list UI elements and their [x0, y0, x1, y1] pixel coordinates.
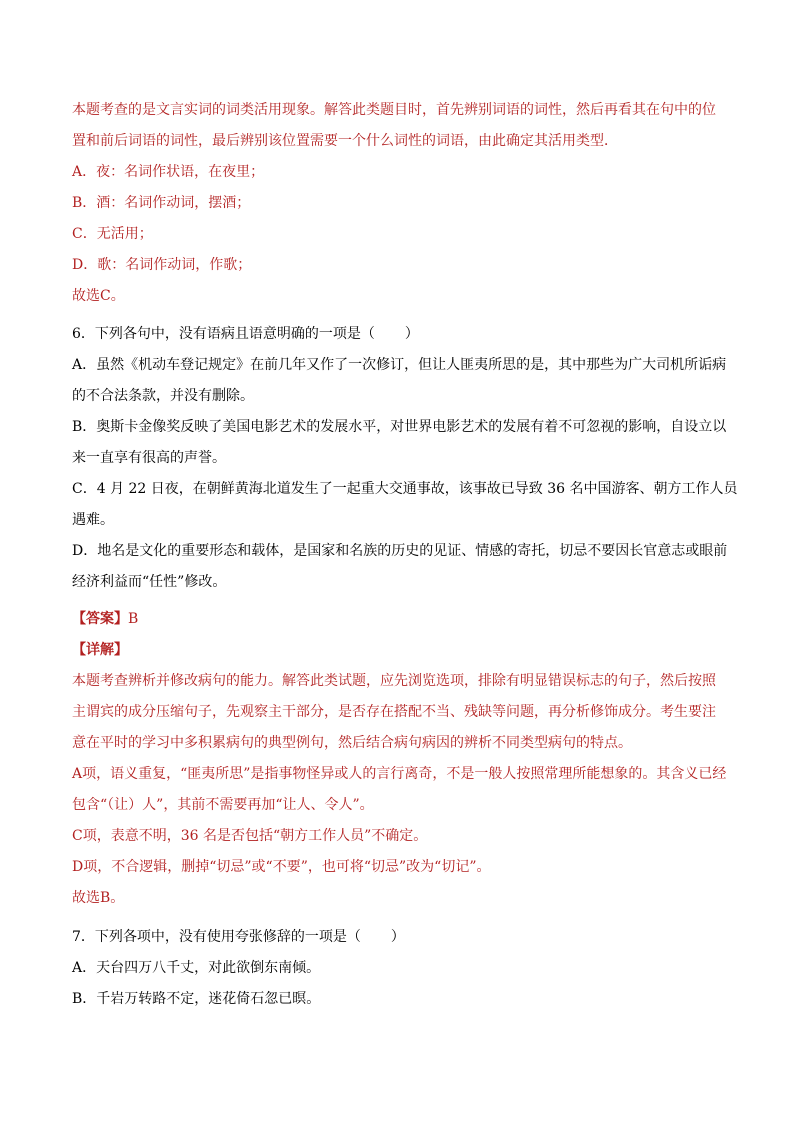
q6-analysis-line-2: 主谓宾的成分压缩句子，先观察主干部分，是否存在搭配不当、残缺等问题，再分析修饰成分。考生要注	[72, 704, 716, 720]
q6-answer	[72, 604, 724, 635]
q6-option-b-line-1: B．奥斯卡金像奖反映了美国电影艺术的发展水平，对世界电影艺术的发展有着不可忽视的影响，自设立以	[72, 419, 727, 435]
q6-answer-section	[72, 604, 727, 914]
q5-option-c: C．无活用；	[72, 226, 153, 242]
q6-stem	[72, 319, 724, 350]
q7-stem-text: 7．下列各项中，没有使用夸张修辞的一项是（	[72, 929, 361, 945]
q6-conclusion: 故选B。	[72, 890, 125, 906]
q6-analysis-line-3: 意在平时的学习中多积累病句的典型例句，然后结合病句病因的辨析不同类型病句的特点。	[72, 735, 632, 751]
q7-stem-close: ）	[390, 929, 405, 945]
q7-option-a: A．天台四万八千丈，对此欲倒东南倾。	[72, 960, 321, 976]
q6-item-a-line-2: 包含“（让）人”，其前不需要再加“让人、令人”。	[72, 797, 374, 813]
q7-stem	[72, 922, 724, 953]
q6-option-a-line-1: A．虽然《机动车登记规定》在前几年又作了一次修订，但让人匪夷所思的是，其中那些为广大司机所诟病	[72, 357, 727, 373]
q5-analysis-line-1: 本题考查的是文言实词的词类活用现象。解答此类题目时，首先辨别词语的词性，然后再看其在句中的位	[72, 102, 716, 118]
q6-option-a-line-2: 的不合法条款，并没有删除。	[72, 388, 254, 404]
q6-item-c: C项，表意不明，36 名是否包括“朝方工作人员”不确定。	[72, 828, 428, 844]
q6-option-c-line-2: 遇难。	[72, 512, 114, 528]
q5-conclusion: 故选C。	[72, 288, 125, 304]
detail-tag: 【详解】	[72, 642, 128, 658]
q6-option-c-line-1: C．4 月 22 日夜，在朝鲜黄海北道发生了一起重大交通事故，该事故已导致 36 名中国游客、朝方工作人员	[72, 481, 738, 497]
q7-option-b: B．千岩万转路不定，迷花倚石忽已暝。	[72, 991, 321, 1007]
q5-option-b: B．酒：名词作动词，摆酒；	[72, 195, 251, 211]
q5-option-d: D．歌：名词作动词，作歌；	[72, 257, 252, 273]
q6-question	[72, 319, 738, 598]
q7-question	[72, 922, 724, 1015]
answer-value: B	[128, 611, 139, 627]
q6-stem-text: 6．下列各句中，没有语病且语意明确的一项是（	[72, 326, 375, 342]
q6-stem-close: ）	[404, 326, 419, 342]
q6-item-d: D项，不合逻辑，删掉“切忌”或“不要”，也可将“切忌”改为“切记”。	[72, 859, 491, 875]
answer-tag: 【答案】	[72, 611, 128, 627]
q5-analysis-line-2: 置和前后词语的词性，最后辨别该位置需要一个什么词性的词语，由此确定其活用类型．	[72, 133, 618, 149]
q6-item-a-line-1: A项，语义重复，“匪夷所思”是指事物怪异或人的言行离奇，不是一般人按照常理所能想象的。其含义已经	[72, 766, 727, 782]
q6-analysis-line-1: 本题考查辨析并修改病句的能力。解答此类试题，应先浏览选项，排除有明显错误标志的句子，然后按照	[72, 673, 716, 689]
q6-option-d-line-1: D．地名是文化的重要形态和载体，是国家和名族的历史的见证、情感的寄托，切忌不要因长官意志或眼前	[72, 543, 728, 559]
q6-option-d-line-2: 经济利益而“任性”修改。	[72, 574, 227, 590]
q6-option-b-line-2: 来一直享有很高的声誉。	[72, 450, 226, 466]
q5-option-a: A．夜：名词作状语，在夜里；	[72, 164, 265, 180]
q5-analysis	[72, 95, 724, 312]
